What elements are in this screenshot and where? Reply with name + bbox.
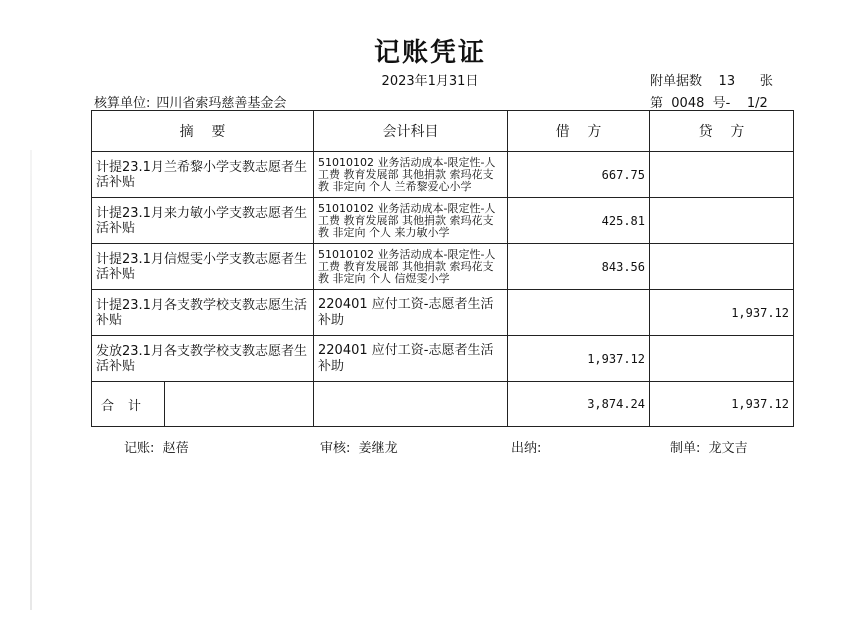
row-credit — [650, 198, 794, 244]
scan-edge — [30, 150, 32, 610]
row-account: 51010102 业务活动成本-限定性-人工费 教育发展部 其他捐款 索玛花支教 非定向 个人 来力敏小学 — [314, 198, 508, 244]
row-account: 51010102 业务活动成本-限定性-人工费 教育发展部 其他捐款 索玛花支教 非定向 个人 兰希黎爱心小学 — [314, 152, 508, 198]
header-row — [92, 111, 794, 152]
attachments-count — [650, 70, 773, 89]
voucher-table — [91, 110, 794, 427]
row-debit: 1,937.12 — [508, 336, 650, 382]
total-row — [92, 382, 794, 427]
row-summary: 计提23.1月各支教学校支教志愿生活补贴 — [92, 290, 314, 336]
cashier-label: 出纳: — [511, 441, 542, 456]
table-row — [92, 198, 794, 244]
row-summary: 计提23.1月信煜雯小学支教志愿者生活补贴 — [92, 244, 314, 290]
total-debit: 3,874.24 — [508, 382, 650, 427]
bookkeeper-signature — [124, 437, 189, 456]
table-row — [92, 290, 794, 336]
reviewer-label: 审核: — [320, 441, 351, 456]
attachments-label: 附单据数 — [650, 74, 703, 89]
row-credit — [650, 336, 794, 382]
preparer-label: 制单: — [670, 441, 701, 456]
row-summary: 计提23.1月兰希黎小学支教志愿者生活补贴 — [92, 152, 314, 198]
bookkeeper-name: 赵蓓 — [162, 441, 189, 456]
row-credit — [650, 152, 794, 198]
attachments-unit: 张 — [759, 74, 773, 89]
row-credit — [650, 244, 794, 290]
voucher-number-prefix: 第 — [650, 96, 664, 111]
table-row — [92, 244, 794, 290]
accounting-unit-label: 核算单位: — [94, 96, 151, 111]
row-debit: 667.75 — [508, 152, 650, 198]
accounting-unit — [94, 92, 292, 111]
total-blank — [165, 382, 313, 426]
row-credit: 1,937.12 — [650, 290, 794, 336]
total-credit: 1,937.12 — [650, 382, 794, 427]
accounting-unit-name: 四川省索玛慈善基金会 — [156, 96, 287, 111]
reviewer-signature — [320, 437, 398, 456]
voucher-number-value: 0048 — [671, 96, 705, 111]
cashier-signature — [511, 437, 546, 456]
row-debit — [508, 290, 650, 336]
row-account: 51010102 业务活动成本-限定性-人工费 教育发展部 其他捐款 索玛花支教 非定向 个人 信煜雯小学 — [314, 244, 508, 290]
voucher-number — [650, 92, 768, 111]
table-row — [92, 152, 794, 198]
row-summary: 计提23.1月来力敏小学支教志愿者生活补贴 — [92, 198, 314, 244]
voucher-page: 1/2 — [746, 96, 768, 111]
header-summary: 摘 要 — [92, 111, 314, 152]
row-debit: 425.81 — [508, 198, 650, 244]
row-account: 220401 应付工资-志愿者生活补助 — [314, 290, 508, 336]
header-credit: 贷 方 — [650, 111, 794, 152]
preparer-signature — [670, 437, 748, 456]
header-account: 会计科目 — [314, 111, 508, 152]
table-row — [92, 336, 794, 382]
total-label: 合计 — [92, 382, 165, 426]
attachments-number: 13 — [718, 74, 736, 89]
voucher-number-suffix: 号- — [712, 96, 731, 111]
total-account-blank — [314, 382, 508, 427]
voucher-date: 2023年1月31日 — [381, 74, 479, 89]
total-label-cell — [92, 382, 314, 427]
row-debit: 843.56 — [508, 244, 650, 290]
voucher-title: 记账凭证 — [373, 38, 486, 68]
bookkeeper-label: 记账: — [124, 441, 155, 456]
row-summary: 发放23.1月各支教学校支教志愿者生活补贴 — [92, 336, 314, 382]
row-account: 220401 应付工资-志愿者生活补助 — [314, 336, 508, 382]
header-debit: 借 方 — [508, 111, 650, 152]
reviewer-name: 姜继龙 — [358, 441, 398, 456]
preparer-name: 龙文吉 — [708, 441, 748, 456]
